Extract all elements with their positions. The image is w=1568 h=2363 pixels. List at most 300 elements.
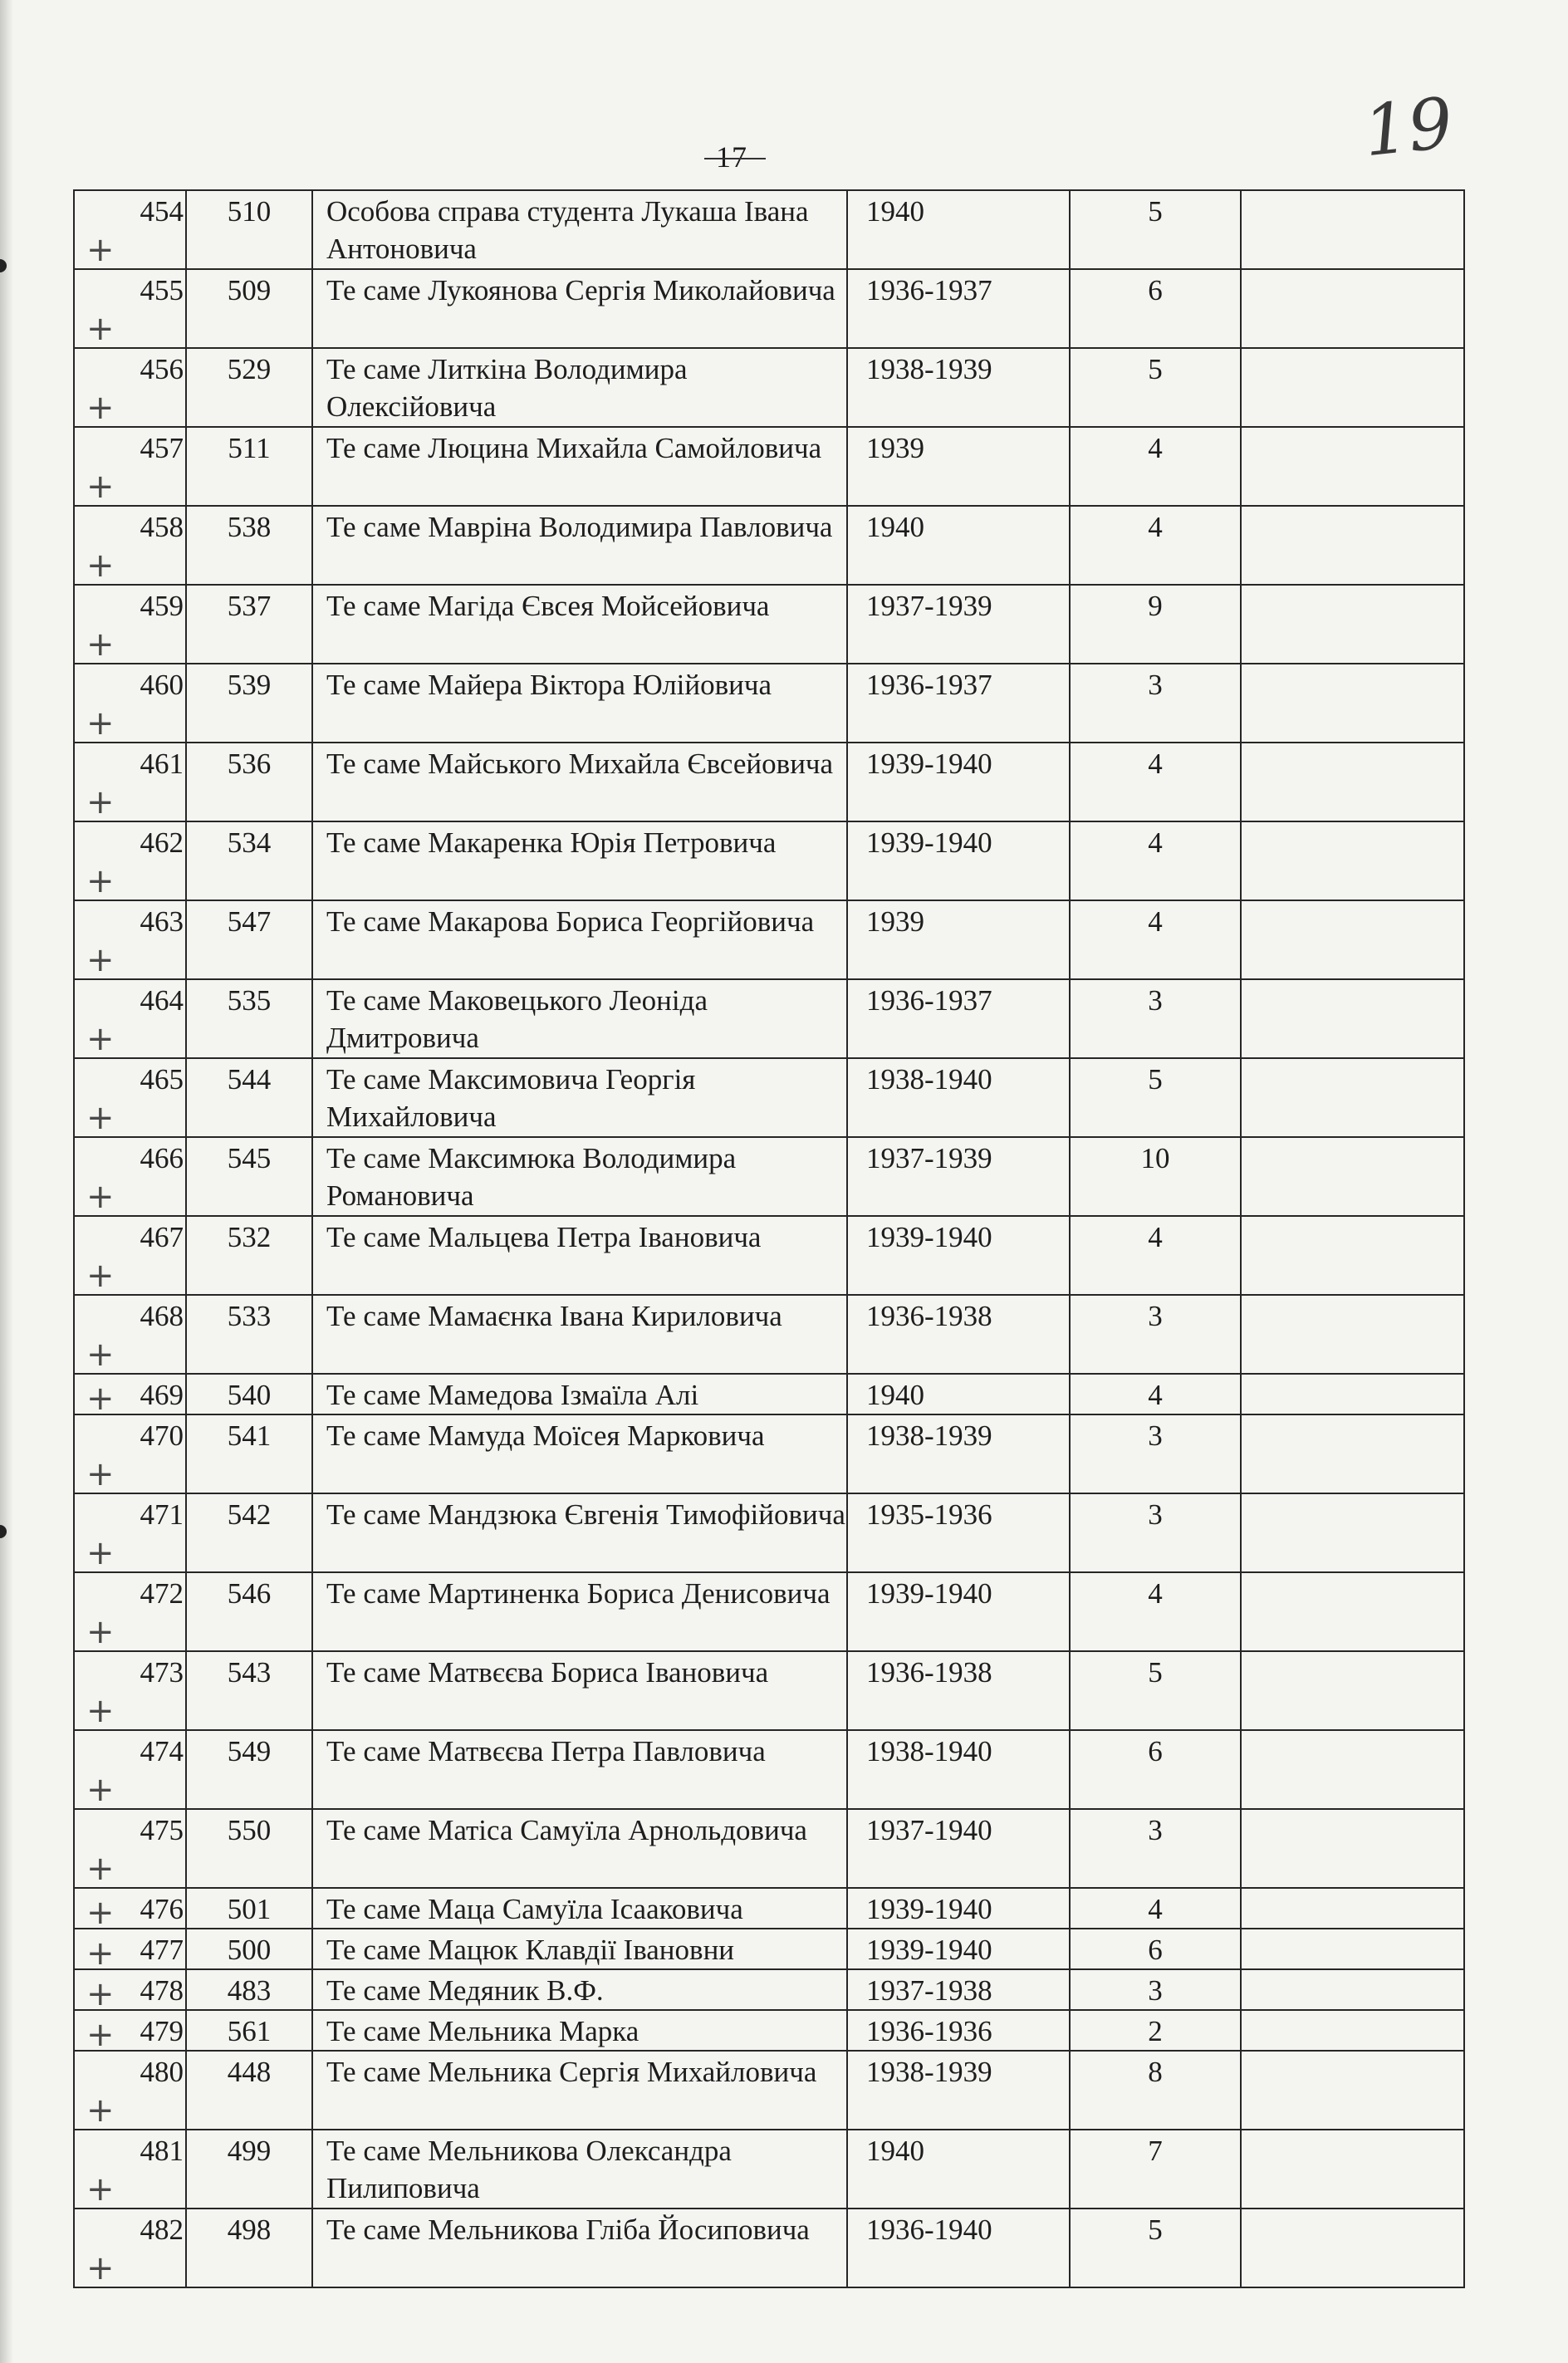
table-row [74, 2010, 1464, 2051]
page-number: 17 [716, 140, 747, 174]
item-number-text: 478 [140, 1974, 184, 2007]
date-range-cell [847, 190, 1070, 269]
file-title-text: Те саме Мельникова Олександра Пилиповича [326, 2135, 732, 2204]
file-title-cell [312, 1216, 847, 1295]
item-number-cell [74, 1888, 186, 1932]
old-number-text: 501 [227, 1893, 272, 1925]
date-range-cell [847, 427, 1070, 506]
sheet-count-text: 4 [1148, 432, 1163, 464]
notes-cell [1241, 1137, 1464, 1216]
table-row [74, 1374, 1464, 1414]
file-title-text: Те саме Мамедова Ізмаїла Алі [326, 1379, 699, 1411]
item-number-text: 462 [140, 826, 184, 859]
checked-mark: + [86, 1455, 115, 1493]
old-number-cell [186, 1058, 312, 1137]
old-number-cell [186, 1137, 312, 1216]
date-range-text: 1936-1936 [866, 2015, 992, 2047]
sheet-count-text: 8 [1148, 2056, 1163, 2088]
item-number-text: 454 [140, 195, 184, 228]
date-range-text: 1940 [866, 1379, 924, 1411]
date-range-cell [847, 1295, 1070, 1374]
table-row [74, 1216, 1464, 1295]
old-number-text: 536 [227, 748, 272, 780]
date-range-text: 1939-1940 [866, 1934, 992, 1966]
item-number-cell [74, 1651, 186, 1730]
checked-mark: + [86, 2091, 115, 2130]
old-number-cell [186, 2051, 312, 2130]
sheet-count-cell [1070, 1969, 1241, 2010]
file-title-cell [312, 1730, 847, 1809]
notes-cell [1241, 585, 1464, 664]
old-number-text: 483 [227, 1974, 272, 2007]
old-number-text: 543 [227, 1656, 272, 1689]
old-number-cell [186, 2130, 312, 2209]
file-title-text: Те саме Люцина Михайла Самойловича [326, 432, 822, 464]
file-title-cell [312, 269, 847, 348]
old-number-cell [186, 1374, 312, 1414]
item-number-text: 475 [140, 1814, 184, 1846]
sheet-count-text: 4 [1148, 905, 1163, 938]
old-number-cell [186, 821, 312, 900]
notes-cell [1241, 900, 1464, 979]
item-number-cell [74, 1809, 186, 1888]
sheet-count-cell [1070, 427, 1241, 506]
date-range-cell [847, 1888, 1070, 1929]
file-title-cell [312, 1414, 847, 1493]
page-edge-shadow [0, 0, 13, 2363]
sheet-count-cell [1070, 1295, 1241, 1374]
table-row [74, 506, 1464, 585]
old-number-text: 549 [227, 1735, 272, 1767]
checked-mark: + [86, 468, 115, 506]
sheet-count-cell [1070, 1888, 1241, 1929]
date-range-cell [847, 2130, 1070, 2209]
file-title-text: Те саме Литкіна Володимира Олексійовича [326, 353, 688, 423]
old-number-text: 500 [227, 1934, 272, 1966]
checked-mark: + [86, 1850, 115, 1888]
date-range-text: 1936-1937 [866, 669, 992, 701]
date-range-text: 1938-1940 [866, 1063, 992, 1096]
date-range-text: 1936-1937 [866, 984, 992, 1017]
file-title-text: Те саме Мацюк Клавдії Івановни [326, 1934, 735, 1966]
date-range-text: 1936-1938 [866, 1656, 992, 1689]
date-range-cell [847, 1969, 1070, 2010]
old-number-cell [186, 979, 312, 1058]
date-range-cell [847, 2051, 1070, 2130]
date-range-cell [847, 1137, 1070, 1216]
checked-mark: + [86, 704, 115, 743]
item-number-cell [74, 1374, 186, 1418]
sheet-count-text: 4 [1148, 1379, 1163, 1411]
file-title-cell [312, 427, 847, 506]
date-range-text: 1940 [866, 195, 924, 228]
sheet-count-text: 5 [1148, 1656, 1163, 1689]
table-row [74, 1809, 1464, 1888]
table-row [74, 2130, 1464, 2209]
file-title-text: Те саме Медяник В.Ф. [326, 1974, 604, 2007]
sheet-count-cell [1070, 979, 1241, 1058]
checked-mark: + [86, 862, 115, 900]
sheet-count-cell [1070, 743, 1241, 821]
date-range-text: 1936-1940 [866, 2213, 992, 2246]
table-row [74, 1137, 1464, 1216]
old-number-cell [186, 1969, 312, 2010]
item-number-text: 466 [140, 1142, 184, 1174]
item-number-cell [74, 1572, 186, 1651]
file-title-cell [312, 1493, 847, 1572]
notes-cell [1241, 2130, 1464, 2209]
sheet-count-cell [1070, 1216, 1241, 1295]
item-number-text: 461 [140, 748, 184, 780]
old-number-cell [186, 1888, 312, 1929]
notes-cell [1241, 979, 1464, 1058]
checked-mark: + [86, 1099, 115, 1137]
sheet-count-text: 3 [1148, 984, 1163, 1017]
date-range-cell [847, 821, 1070, 900]
notes-cell [1241, 427, 1464, 506]
sheet-count-cell [1070, 1809, 1241, 1888]
date-range-cell [847, 1651, 1070, 1730]
item-number-cell [74, 2209, 186, 2287]
file-title-cell [312, 2130, 847, 2209]
checked-mark: + [86, 2249, 115, 2287]
item-number-cell [74, 664, 186, 743]
sheet-count-text: 5 [1148, 1063, 1163, 1096]
notes-cell [1241, 2209, 1464, 2287]
file-title-text: Те саме Маковецького Леоніда Дмитровича [326, 984, 708, 1054]
file-title-text: Особова справа студента Лукаша Івана Антоновича [326, 195, 809, 265]
sheet-count-text: 4 [1148, 826, 1163, 859]
sheet-count-text: 4 [1148, 1221, 1163, 1253]
sheet-count-text: 4 [1148, 1893, 1163, 1925]
date-range-cell [847, 1572, 1070, 1651]
sheet-count-text: 7 [1148, 2135, 1163, 2167]
item-number-text: 459 [140, 590, 184, 622]
file-title-cell [312, 979, 847, 1058]
checked-mark: + [86, 783, 115, 821]
file-title-cell [312, 190, 847, 269]
item-number-text: 467 [140, 1221, 184, 1253]
file-title-cell [312, 1969, 847, 2010]
old-number-cell [186, 2010, 312, 2051]
date-range-text: 1940 [866, 511, 924, 543]
old-number-text: 534 [227, 826, 272, 859]
item-number-cell [74, 1929, 186, 1973]
sheet-count-cell [1070, 900, 1241, 979]
date-range-text: 1939 [866, 905, 924, 938]
file-title-cell [312, 1572, 847, 1651]
date-range-cell [847, 1374, 1070, 1414]
item-number-cell [74, 1730, 186, 1809]
notes-cell [1241, 1493, 1464, 1572]
notes-cell [1241, 1572, 1464, 1651]
date-range-text: 1937-1940 [866, 1814, 992, 1846]
sheet-count-cell [1070, 1572, 1241, 1651]
sheet-count-text: 5 [1148, 353, 1163, 385]
old-number-cell [186, 506, 312, 585]
checked-mark: + [86, 1771, 115, 1809]
item-number-text: 463 [140, 905, 184, 938]
notes-cell [1241, 1969, 1464, 2010]
old-number-text: 540 [227, 1379, 272, 1411]
item-number-cell [74, 1414, 186, 1493]
file-title-text: Те саме Майського Михайла Євсейовича [326, 748, 834, 780]
file-title-cell [312, 664, 847, 743]
old-number-text: 498 [227, 2213, 272, 2246]
date-range-text: 1937-1939 [866, 1142, 992, 1174]
item-number-text: 460 [140, 669, 184, 701]
notes-cell [1241, 1058, 1464, 1137]
date-range-text: 1938-1939 [866, 1419, 992, 1452]
date-range-cell [847, 1929, 1070, 1969]
date-range-cell [847, 1730, 1070, 1809]
notes-cell [1241, 1888, 1464, 1929]
old-number-cell [186, 1216, 312, 1295]
item-number-text: 482 [140, 2213, 184, 2246]
old-number-cell [186, 348, 312, 427]
date-range-text: 1939-1940 [866, 1893, 992, 1925]
file-title-text: Те саме Мартиненка Бориса Денисовича [326, 1577, 831, 1610]
sheet-count-text: 4 [1148, 1577, 1163, 1610]
old-number-text: 538 [227, 511, 272, 543]
file-title-text: Те саме Матіса Самуїла Арнольдовича [326, 1814, 807, 1846]
item-number-text: 464 [140, 984, 184, 1017]
item-number-cell [74, 348, 186, 427]
sheet-count-cell [1070, 664, 1241, 743]
old-number-cell [186, 269, 312, 348]
checked-mark: + [86, 1020, 115, 1058]
date-range-text: 1936-1937 [866, 274, 992, 306]
file-title-cell [312, 1137, 847, 1216]
date-range-cell [847, 979, 1070, 1058]
sheet-count-text: 5 [1148, 2213, 1163, 2246]
old-number-cell [186, 664, 312, 743]
date-range-cell [847, 900, 1070, 979]
old-number-cell [186, 1730, 312, 1809]
sheet-count-text: 3 [1148, 1419, 1163, 1452]
old-number-text: 529 [227, 353, 272, 385]
old-number-text: 542 [227, 1498, 272, 1531]
file-title-text: Те саме Магіда Євсея Мойсейовича [326, 590, 770, 622]
old-number-text: 546 [227, 1577, 272, 1610]
file-title-text: Те саме Мамаєнка Івана Кириловича [326, 1300, 782, 1332]
date-range-cell [847, 664, 1070, 743]
item-number-text: 457 [140, 432, 184, 464]
item-number-cell [74, 269, 186, 348]
old-number-text: 561 [227, 2015, 272, 2047]
table-row [74, 1058, 1464, 1137]
sheet-count-text: 6 [1148, 1934, 1163, 1966]
item-number-cell [74, 190, 186, 269]
notes-cell [1241, 2051, 1464, 2130]
item-number-text: 470 [140, 1419, 184, 1452]
old-number-cell [186, 1651, 312, 1730]
date-range-cell [847, 1216, 1070, 1295]
notes-cell [1241, 269, 1464, 348]
notes-cell [1241, 821, 1464, 900]
date-range-cell [847, 269, 1070, 348]
sheet-count-cell [1070, 585, 1241, 664]
handwritten-folio-number: 19 [1360, 81, 1457, 173]
file-title-cell [312, 1058, 847, 1137]
notes-cell [1241, 348, 1464, 427]
checked-mark: + [86, 231, 115, 269]
checked-mark: + [86, 1894, 115, 1932]
item-number-text: 477 [140, 1934, 184, 1966]
table-row [74, 1929, 1464, 1969]
checked-mark: + [86, 2016, 115, 2054]
old-number-cell [186, 743, 312, 821]
date-range-cell [847, 1493, 1070, 1572]
table-row [74, 1572, 1464, 1651]
item-number-cell [74, 743, 186, 821]
date-range-cell [847, 743, 1070, 821]
item-number-text: 471 [140, 1498, 184, 1531]
checked-mark: + [86, 1692, 115, 1730]
sheet-count-text: 4 [1148, 511, 1163, 543]
file-title-text: Те саме Матвєєва Бориса Івановича [326, 1656, 769, 1689]
item-number-text: 472 [140, 1577, 184, 1610]
date-range-text: 1939-1940 [866, 1577, 992, 1610]
table-row [74, 269, 1464, 348]
archive-register-table [73, 189, 1465, 2288]
old-number-text: 509 [227, 274, 272, 306]
sheet-count-cell [1070, 1058, 1241, 1137]
sheet-count-text: 6 [1148, 1735, 1163, 1767]
old-number-text: 532 [227, 1221, 272, 1253]
old-number-text: 544 [227, 1063, 272, 1096]
file-title-cell [312, 2051, 847, 2130]
checked-mark: + [86, 310, 115, 348]
table-row [74, 1730, 1464, 1809]
sheet-count-cell [1070, 1651, 1241, 1730]
checked-mark: + [86, 2170, 115, 2209]
table-row [74, 2209, 1464, 2287]
sheet-count-text: 3 [1148, 1300, 1163, 1332]
item-number-text: 465 [140, 1063, 184, 1096]
file-title-text: Те саме Мальцева Петра Івановича [326, 1221, 762, 1253]
checked-mark: + [86, 1934, 115, 1973]
file-title-text: Те саме Майера Віктора Юлійовича [326, 669, 772, 701]
item-number-text: 469 [140, 1379, 184, 1411]
date-range-text: 1939-1940 [866, 1221, 992, 1253]
notes-cell [1241, 1809, 1464, 1888]
date-range-cell [847, 1058, 1070, 1137]
date-range-cell [847, 1809, 1070, 1888]
item-number-cell [74, 1137, 186, 1216]
sheet-count-text: 3 [1148, 1814, 1163, 1846]
date-range-text: 1938-1939 [866, 2056, 992, 2088]
item-number-cell [74, 900, 186, 979]
item-number-text: 479 [140, 2015, 184, 2047]
file-title-text: Те саме Лукоянова Сергія Миколайовича [326, 274, 835, 306]
old-number-text: 550 [227, 1814, 272, 1846]
old-number-cell [186, 1414, 312, 1493]
date-range-text: 1937-1939 [866, 590, 992, 622]
item-number-cell [74, 585, 186, 664]
file-title-cell [312, 1809, 847, 1888]
table-row [74, 1888, 1464, 1929]
table-row [74, 585, 1464, 664]
old-number-cell [186, 1929, 312, 1969]
checked-mark: + [86, 1336, 115, 1374]
item-number-text: 455 [140, 274, 184, 306]
old-number-text: 510 [227, 195, 272, 228]
file-title-cell [312, 900, 847, 979]
table-row [74, 821, 1464, 900]
notes-cell [1241, 190, 1464, 269]
sheet-count-text: 3 [1148, 1974, 1163, 2007]
sheet-count-text: 9 [1148, 590, 1163, 622]
date-range-text: 1938-1940 [866, 1735, 992, 1767]
sheet-count-cell [1070, 821, 1241, 900]
file-title-cell [312, 2010, 847, 2051]
file-title-text: Те саме Макаренка Юрія Петровича [326, 826, 777, 859]
old-number-cell [186, 585, 312, 664]
table-row [74, 1493, 1464, 1572]
date-range-text: 1938-1939 [866, 353, 992, 385]
old-number-text: 537 [227, 590, 272, 622]
table-row [74, 1651, 1464, 1730]
notes-cell [1241, 743, 1464, 821]
notes-cell [1241, 1651, 1464, 1730]
checked-mark: + [86, 625, 115, 664]
item-number-text: 456 [140, 353, 184, 385]
item-number-text: 468 [140, 1300, 184, 1332]
old-number-text: 535 [227, 984, 272, 1017]
file-title-text: Те саме Макарова Бориса Георгійовича [326, 905, 815, 938]
table-row [74, 348, 1464, 427]
date-range-cell [847, 1414, 1070, 1493]
old-number-cell [186, 1572, 312, 1651]
notes-cell [1241, 1929, 1464, 1969]
sheet-count-text: 3 [1148, 669, 1163, 701]
checked-mark: + [86, 547, 115, 585]
item-number-cell [74, 821, 186, 900]
notes-cell [1241, 664, 1464, 743]
sheet-count-cell [1070, 2051, 1241, 2130]
sheet-count-cell [1070, 1374, 1241, 1414]
notes-cell [1241, 2010, 1464, 2051]
sheet-count-cell [1070, 2209, 1241, 2287]
date-range-text: 1936-1938 [866, 1300, 992, 1332]
sheet-count-cell [1070, 190, 1241, 269]
checked-mark: + [86, 941, 115, 979]
file-title-cell [312, 1295, 847, 1374]
item-number-cell [74, 1295, 186, 1374]
old-number-text: 448 [227, 2056, 272, 2088]
table-row [74, 1414, 1464, 1493]
checked-mark: + [86, 1613, 115, 1651]
table-row [74, 190, 1464, 269]
sheet-count-cell [1070, 1730, 1241, 1809]
file-title-cell [312, 1888, 847, 1929]
old-number-cell [186, 1493, 312, 1572]
table-row [74, 979, 1464, 1058]
item-number-cell [74, 1969, 186, 2013]
item-number-cell [74, 1216, 186, 1295]
date-range-text: 1939 [866, 432, 924, 464]
file-title-text: Те саме Мандзюка Євгенія Тимофійовича [326, 1498, 845, 1531]
file-title-cell [312, 2209, 847, 2287]
date-range-cell [847, 2209, 1070, 2287]
table-row [74, 2051, 1464, 2130]
sheet-count-cell [1070, 1929, 1241, 1969]
file-title-text: Те саме Мельника Сергія Михайловича [326, 2056, 817, 2088]
old-number-text: 539 [227, 669, 272, 701]
checked-mark: + [86, 389, 115, 427]
date-range-cell [847, 585, 1070, 664]
